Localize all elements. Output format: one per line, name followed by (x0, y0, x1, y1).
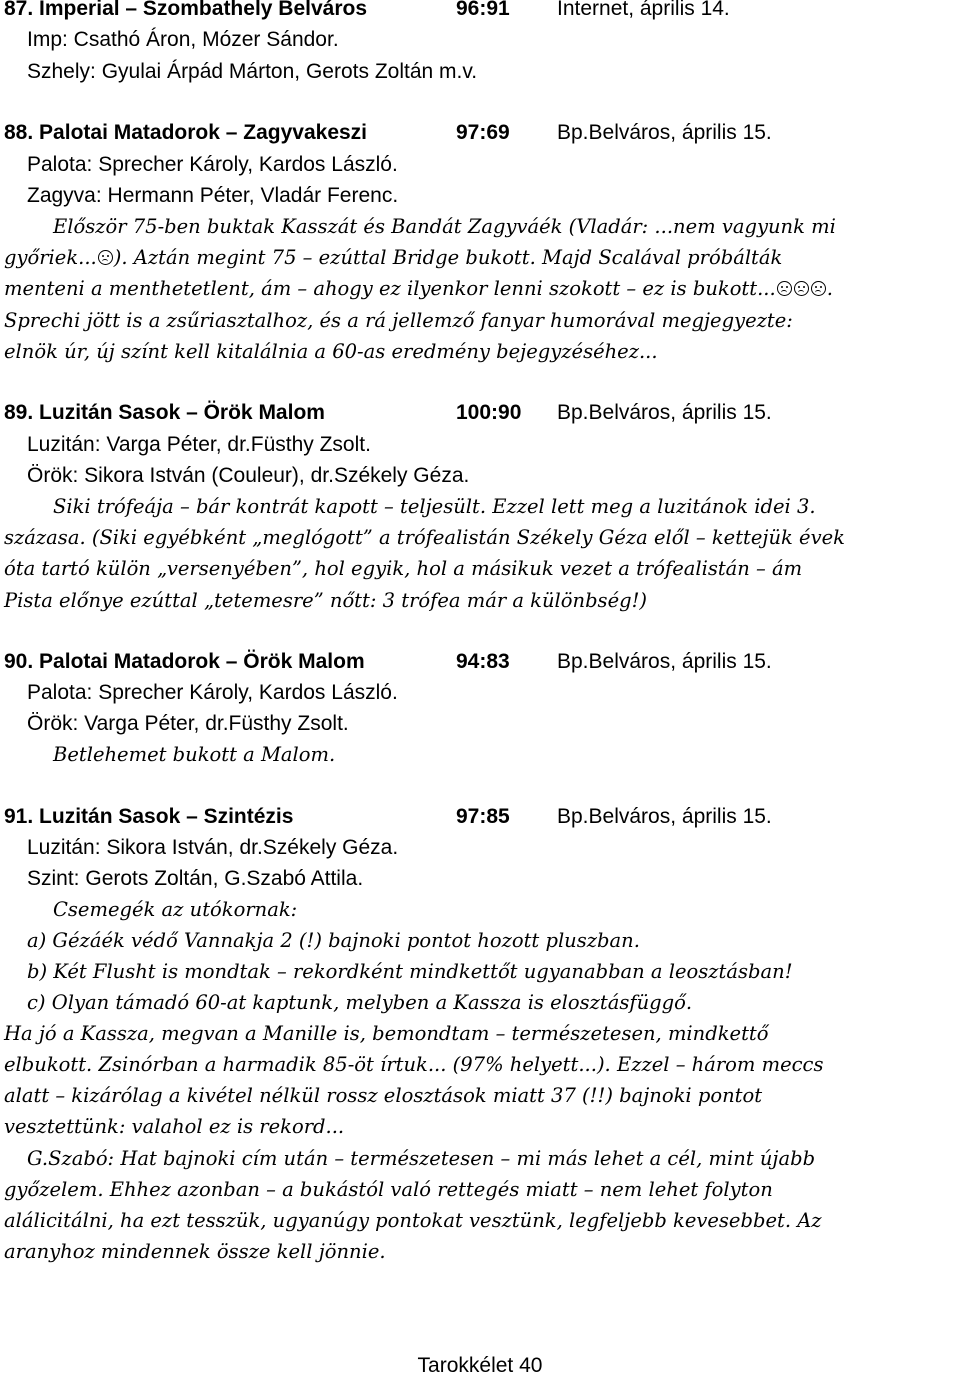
match-title: Luzitán Sasok – Szintézis (39, 805, 294, 828)
match-89-comment-line: Siki trófeája – bár kontrát kapott – teljesült. Ezzel lett meg a luzitánok idei 3. (53, 495, 816, 518)
match-91-comment-line: Csemegék az utókornak: (53, 898, 298, 921)
match-89-heading: 89. Luzitán Sasok – Örök Malom (4, 401, 325, 424)
match-87-score: 96:91 (456, 0, 510, 20)
match-89-team-a: Luzitán: Varga Péter, dr.Füsthy Zsolt. (27, 433, 371, 456)
match-89-team-b: Örök: Sikora István (Couleur), dr.Székely Géza. (27, 464, 470, 487)
match-88-heading: 88. Palotai Matadorok – Zagyvakeszi (4, 121, 368, 144)
match-91-team-b: Szint: Gerots Zoltán, G.Szabó Attila. (27, 867, 364, 890)
match-91-comment-line: elbukott. Zsinórban a harmadik 85-öt írtuk... (97% helyett...). Ezzel – három meccs (4, 1053, 824, 1076)
match-91-list-item: c) Olyan támadó 60-at kaptunk, melyben a Kassza is elosztásfüggő. (27, 991, 693, 1014)
match-88-comment-line: győriek... ). Aztán megint 75 – ezúttal Bridge bukott. Majd Scalával próbálták (4, 246, 783, 269)
match-91-list-item: b) Két Flusht is mondtak – rekordként mindkettőt ugyanabban a leosztásban! (27, 960, 793, 983)
match-91-comment-line: G.Szabó: Hat bajnoki cím után – természetesen – mi más lehet a cél, mint újabb (27, 1147, 816, 1170)
match-91-comment-line: vesztettünk: valahol ez is rekord... (4, 1115, 345, 1138)
match-title: Palotai Matadorok – Örök Malom (39, 650, 365, 673)
match-91-comment-line: Ha jó a Kassza, megvan a Manille is, bemondtam – természetesen, mindkettő (4, 1022, 769, 1045)
match-87-team-b: Szhely: Gyulai Árpád Márton, Gerots Zoltán m.v. (27, 60, 478, 83)
frown-face-icon (811, 281, 826, 296)
match-91-team-a: Luzitán: Sikora István, dr.Székely Géza. (27, 836, 399, 859)
match-title: Imperial – Szombathely Belváros (39, 0, 368, 20)
match-88-comment-line: Sprechi jött is a zsűriasztalhoz, és a rá jellemző fanyar humorával megjegyezte: (4, 309, 793, 332)
frown-face-icon (98, 250, 113, 265)
match-90-heading: 90. Palotai Matadorok – Örök Malom (4, 650, 365, 673)
match-91-list-item: a) Gézáék védő Vannakja 2 (!) bajnoki pontot hozott pluszban. (27, 929, 640, 952)
match-87-heading: 87. Imperial – Szombathely Belváros (4, 0, 367, 21)
match-88-score: 97:69 (456, 121, 510, 144)
match-89-venue: Bp.Belváros, április 15. (557, 401, 772, 424)
page-footer: Tarokkélet 40 (417, 1354, 543, 1377)
match-88-team-b: Zagyva: Hermann Péter, Vladár Ferenc. (27, 184, 399, 207)
match-90-score: 94:83 (456, 650, 510, 673)
match-88-comment-line: Először 75-ben buktak Kasszát és Bandát Zagyváék (Vladár: ...nem vagyunk mi (53, 215, 836, 238)
match-87-team-a: Imp: Csathó Áron, Mózer Sándor. (27, 28, 339, 51)
match-title: Palotai Matadorok – Zagyvakeszi (39, 121, 368, 144)
match-90-team-b: Örök: Varga Péter, dr.Füsthy Zsolt. (27, 712, 349, 735)
match-88-comment-line: elnök úr, új színt kell kitalálnia a 60-as eredmény bejegyzéséhez... (4, 340, 658, 363)
match-89-score: 100:90 (456, 401, 522, 424)
match-90-team-a: Palota: Sprecher Károly, Kardos László. (27, 681, 398, 704)
match-91-score: 97:85 (456, 805, 510, 828)
match-88-venue: Bp.Belváros, április 15. (557, 121, 772, 144)
frown-face-icon (794, 281, 809, 296)
match-title: Luzitán Sasok – Örök Malom (39, 401, 325, 424)
match-89-comment-line: Pista előnye ezúttal „tetemesre” nőtt: 3 trófea már a különbség!) (4, 589, 648, 612)
match-89-comment-line: óta tartó külön „versenyében”, hol egyik, hol a másikuk vezet a trófealistán – ám (4, 557, 803, 580)
match-91-comment-line: alatt – kizárólag a kivétel nélkül rossz elosztások miatt 37 (!!) bajnoki pontot (4, 1084, 763, 1107)
match-91-comment-line: alálicitálni, ha ezt tesszük, ugyanúgy pontokat vesztünk, legfeljebb kevesebbet. Az (4, 1209, 822, 1232)
match-91-comment-line: győzelem. Ehhez azonban – a bukástól való rettegés miatt – nem lehet folyton (4, 1178, 773, 1201)
frown-face-icon (777, 281, 792, 296)
match-89-comment-line: százasa. (Siki egyébként „meglógott” a trófealistán Székely Géza elől – kettejük évek (4, 526, 845, 549)
match-91-comment-line: aranyhoz mindennek össze kell jönnie. (4, 1240, 386, 1263)
match-88-comment-line: menteni a menthetetlent, ám – ahogy ez ilyenkor lenni szokott – ez is bukott... . (4, 277, 833, 300)
match-91-heading: 91. Luzitán Sasok – Szintézis (4, 805, 294, 828)
match-91-venue: Bp.Belváros, április 15. (557, 805, 772, 828)
match-90-comment-line: Betlehemet bukott a Malom. (53, 743, 336, 766)
match-88-team-a: Palota: Sprecher Károly, Kardos László. (27, 153, 398, 176)
match-90-venue: Bp.Belváros, április 15. (557, 650, 772, 673)
match-87-venue: Internet, április 14. (557, 0, 730, 20)
